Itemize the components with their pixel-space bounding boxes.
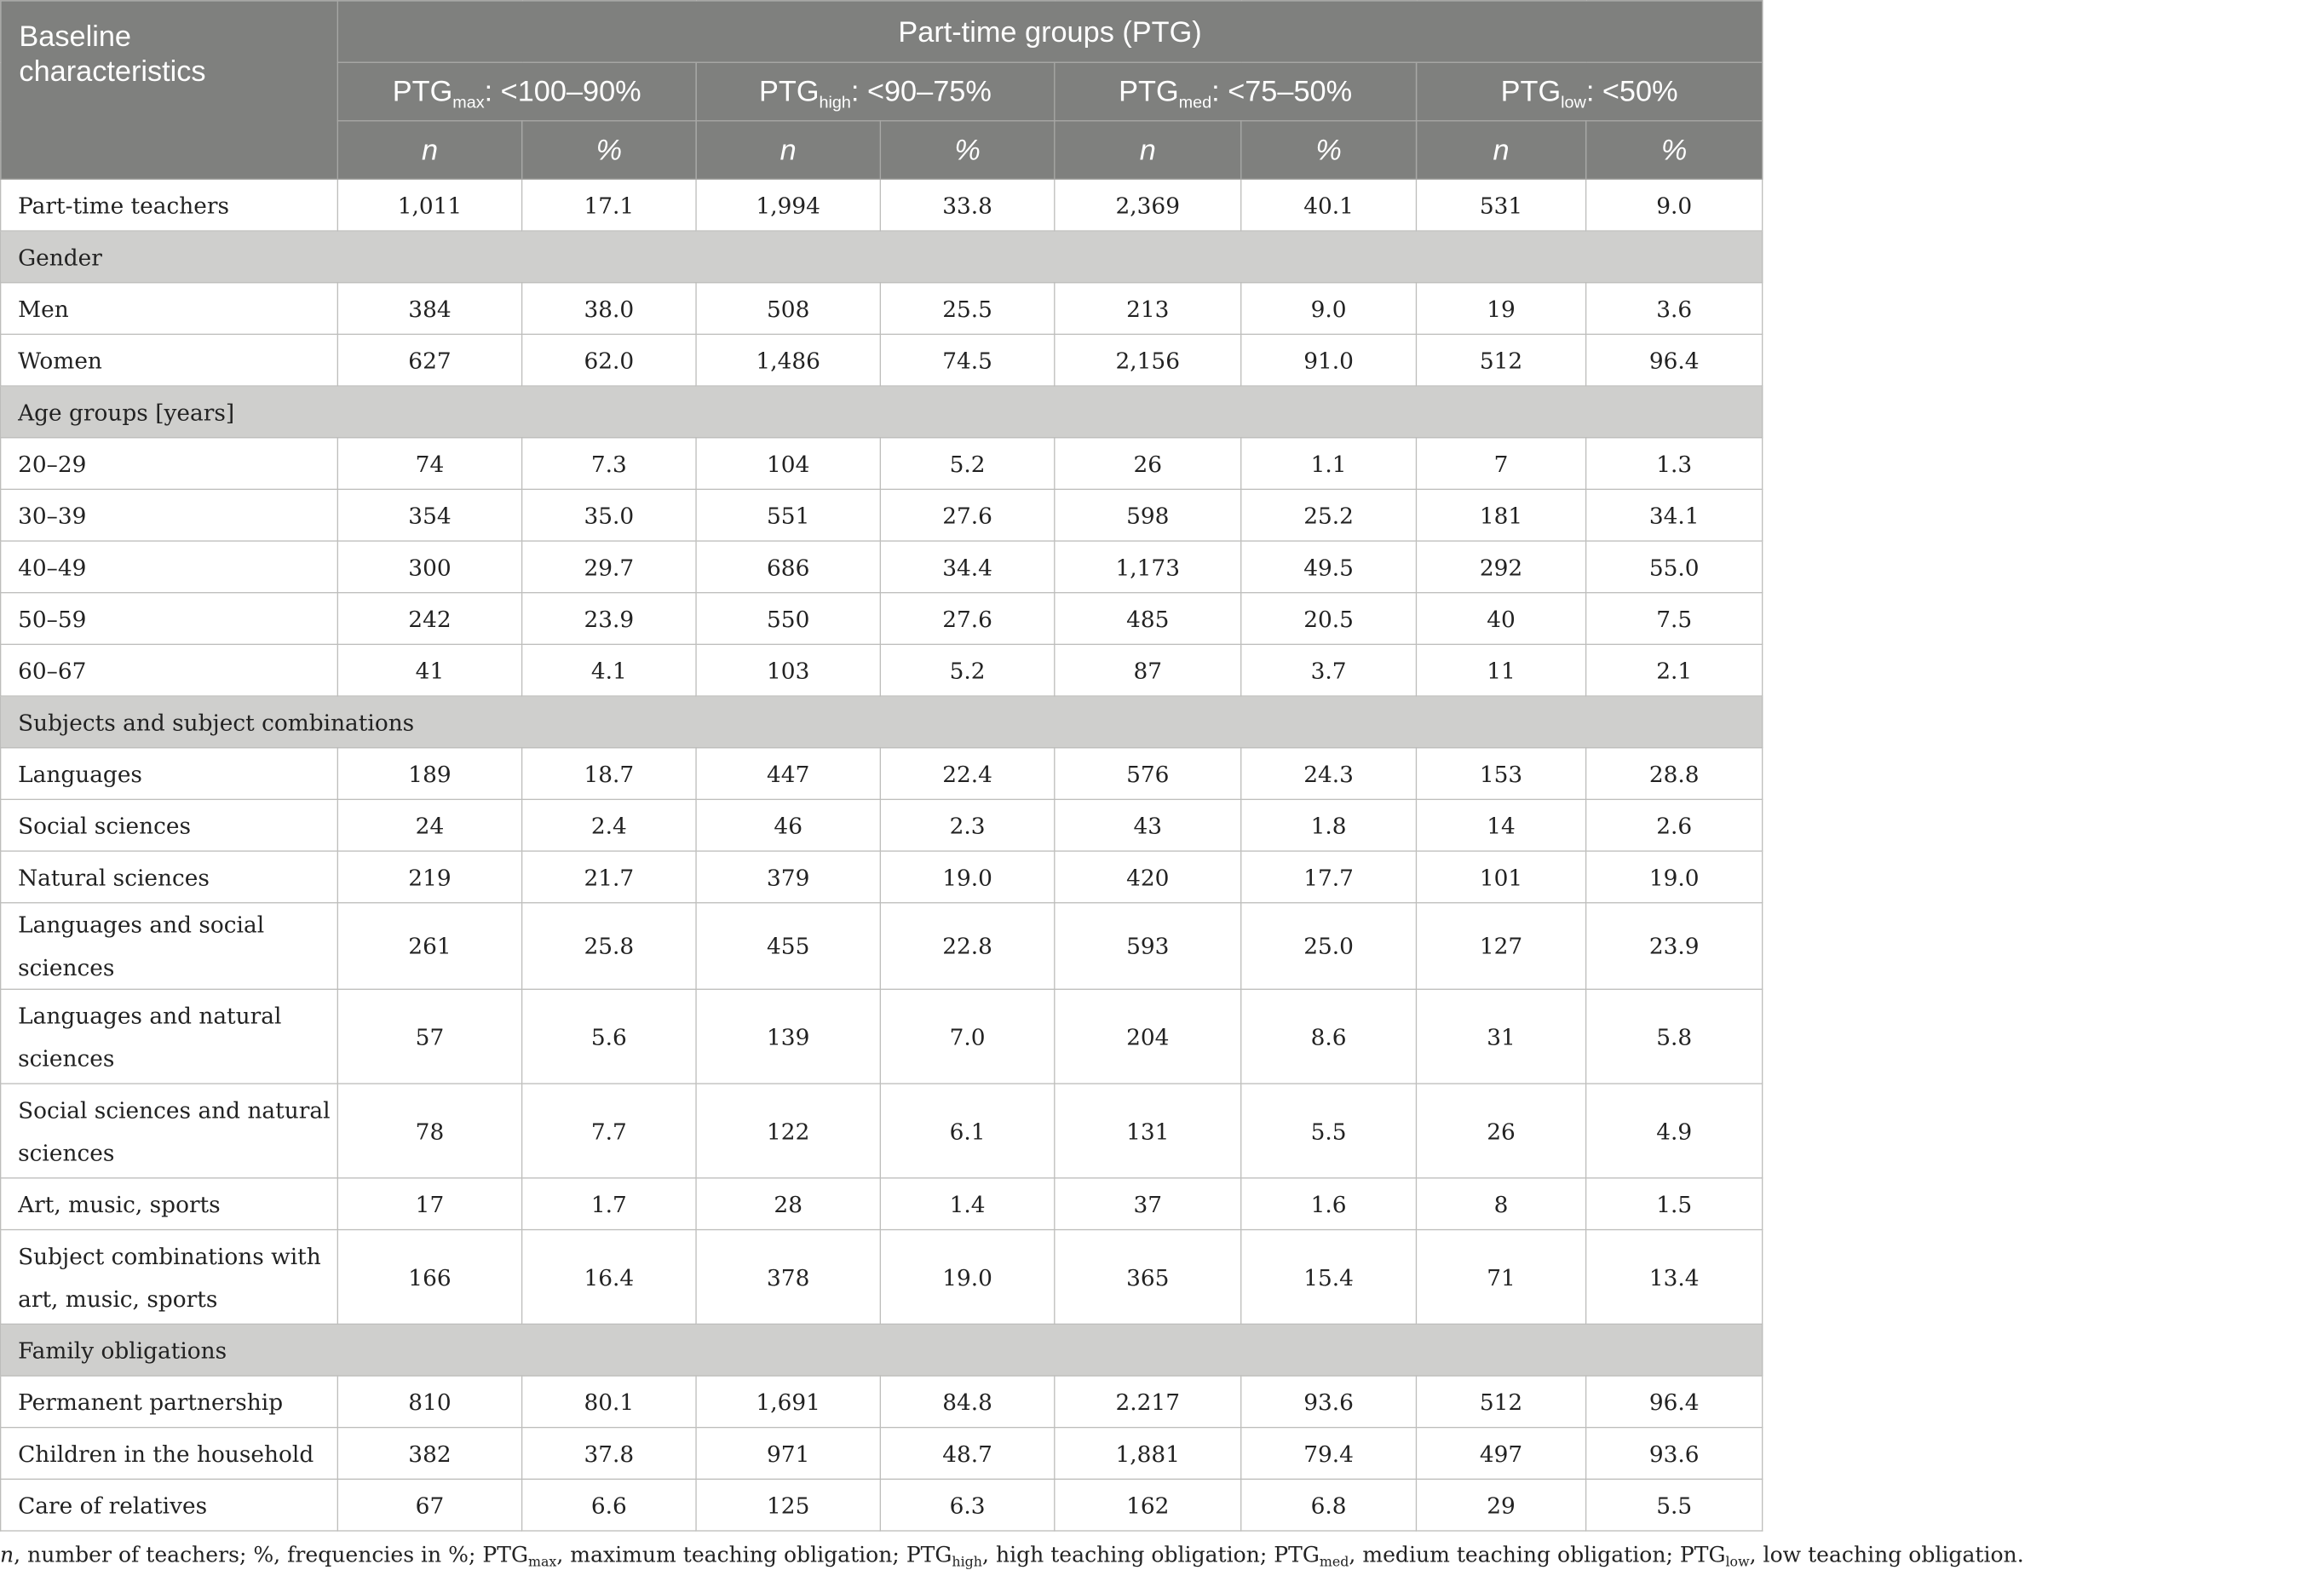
n-cell: 1,173 <box>1055 541 1241 593</box>
n-cell: 1,486 <box>696 334 880 386</box>
table-row <box>1 851 1763 903</box>
n-cell: 1,011 <box>337 179 521 231</box>
table-row <box>1 541 1763 593</box>
group-prefix: PTG <box>1500 74 1562 108</box>
n-cell: 810 <box>337 1376 521 1428</box>
n-cell: 292 <box>1416 541 1585 593</box>
footnote-n-symbol: n <box>0 1542 14 1567</box>
percent-cell: 13.4 <box>1586 1230 1763 1325</box>
table-row <box>1 438 1763 490</box>
n-cell: 2,369 <box>1055 179 1241 231</box>
percent-cell: 28.8 <box>1586 748 1763 800</box>
n-cell: 213 <box>1055 283 1241 335</box>
percent-cell: 4.9 <box>1586 1084 1763 1178</box>
n-cell: 17 <box>337 1178 521 1230</box>
row-label: 20–29 <box>1 438 338 490</box>
percent-cell: 96.4 <box>1586 1376 1763 1428</box>
n-header: n <box>337 121 521 180</box>
n-cell: 29 <box>1416 1479 1585 1531</box>
group-subscript: high <box>819 93 851 112</box>
percent-cell: 29.7 <box>522 541 696 593</box>
row-label: Children in the household <box>1 1428 338 1480</box>
percent-cell: 7.0 <box>880 989 1054 1084</box>
n-cell: 512 <box>1416 334 1585 386</box>
row-label: Women <box>1 334 338 386</box>
n-cell: 300 <box>337 541 521 593</box>
n-cell: 382 <box>337 1428 521 1480</box>
percent-cell: 5.5 <box>1241 1084 1417 1178</box>
n-cell: 219 <box>337 851 521 903</box>
n-header: n <box>1055 121 1241 180</box>
n-header: n <box>696 121 880 180</box>
percent-cell: 19.0 <box>1586 851 1763 903</box>
percent-cell: 37.8 <box>522 1428 696 1480</box>
percent-cell: 19.0 <box>880 851 1054 903</box>
n-cell: 1,994 <box>696 179 880 231</box>
n-cell: 2.217 <box>1055 1376 1241 1428</box>
n-cell: 104 <box>696 438 880 490</box>
percent-cell: 17.7 <box>1241 851 1417 903</box>
n-cell: 74 <box>337 438 521 490</box>
percent-cell: 1.6 <box>1241 1178 1417 1230</box>
footnote-subscript: low <box>1725 1554 1750 1570</box>
group-range: : <100–90% <box>484 74 641 108</box>
percent-cell: 74.5 <box>880 334 1054 386</box>
percent-cell: 1.5 <box>1586 1178 1763 1230</box>
group-range: : <50% <box>1585 74 1678 108</box>
n-cell: 125 <box>696 1479 880 1531</box>
footnote-prefix: PTG <box>1679 1542 1726 1567</box>
percent-cell: 49.5 <box>1241 541 1417 593</box>
percent-cell: 93.6 <box>1241 1376 1417 1428</box>
n-cell: 512 <box>1416 1376 1585 1428</box>
group-prefix: PTG <box>1119 74 1179 108</box>
footnote-desc: , low teaching obligation. <box>1749 1542 2024 1567</box>
footnote-subscript: max <box>527 1554 557 1570</box>
row-label: Languages and social sciences <box>1 903 338 990</box>
table-row <box>1 799 1763 851</box>
n-cell: 31 <box>1416 989 1585 1084</box>
group-header-max <box>337 62 696 121</box>
row-label: Languages and natural sciences <box>1 989 338 1084</box>
section-row <box>1 696 1763 748</box>
row-label: 40–49 <box>1 541 338 593</box>
section-row <box>1 386 1763 438</box>
group-subscript: low <box>1561 93 1586 112</box>
table-row <box>1 179 1763 231</box>
percent-cell: 5.8 <box>1586 989 1763 1084</box>
n-cell: 14 <box>1416 799 1585 851</box>
n-cell: 531 <box>1416 179 1585 231</box>
table-row <box>1 1479 1763 1531</box>
percent-cell: 5.2 <box>880 438 1054 490</box>
percent-cell: 48.7 <box>880 1428 1054 1480</box>
percent-cell: 15.4 <box>1241 1230 1417 1325</box>
percent-cell: 9.0 <box>1586 179 1763 231</box>
n-cell: 242 <box>337 593 521 645</box>
n-cell: 101 <box>1416 851 1585 903</box>
percent-cell: 18.7 <box>522 748 696 800</box>
table-row <box>1 748 1763 800</box>
percent-cell: 1.8 <box>1241 799 1417 851</box>
table-row <box>1 1376 1763 1428</box>
row-label: Men <box>1 283 338 335</box>
n-cell: 455 <box>696 903 880 990</box>
table-row <box>1 334 1763 386</box>
row-label: Part-time teachers <box>1 179 338 231</box>
percent-cell: 1.4 <box>880 1178 1054 1230</box>
percent-cell: 33.8 <box>880 179 1054 231</box>
percent-cell: 6.1 <box>880 1084 1054 1178</box>
table-header <box>1 1 1763 180</box>
n-cell: 37 <box>1055 1178 1241 1230</box>
section-row <box>1 231 1763 283</box>
n-cell: 204 <box>1055 989 1241 1084</box>
n-cell: 19 <box>1416 283 1585 335</box>
percent-cell: 25.5 <box>880 283 1054 335</box>
n-cell: 11 <box>1416 644 1585 696</box>
percent-cell: 6.8 <box>1241 1479 1417 1531</box>
n-cell: 41 <box>337 644 521 696</box>
n-cell: 378 <box>696 1230 880 1325</box>
percent-cell: 3.6 <box>1586 283 1763 335</box>
percent-cell: 96.4 <box>1586 334 1763 386</box>
n-cell: 131 <box>1055 1084 1241 1178</box>
n-cell: 550 <box>696 593 880 645</box>
footnote-prefix: PTG <box>482 1542 528 1567</box>
percent-cell: 27.6 <box>880 593 1054 645</box>
n-cell: 379 <box>696 851 880 903</box>
table-row <box>1 989 1763 1084</box>
n-cell: 24 <box>337 799 521 851</box>
row-label: Social sciences and natural sciences <box>1 1084 338 1178</box>
percent-cell: 34.1 <box>1586 489 1763 541</box>
corner-header: Baseline characteristics <box>1 1 338 180</box>
percent-cell: 25.8 <box>522 903 696 990</box>
table-row <box>1 903 1763 990</box>
n-cell: 122 <box>696 1084 880 1178</box>
n-cell: 576 <box>1055 748 1241 800</box>
row-label: Natural sciences <box>1 851 338 903</box>
n-cell: 153 <box>1416 748 1585 800</box>
row-label: Subject combinations with art, music, sports <box>1 1230 338 1325</box>
percent-header: % <box>522 121 696 180</box>
n-cell: 162 <box>1055 1479 1241 1531</box>
n-cell: 485 <box>1055 593 1241 645</box>
group-header-low <box>1416 62 1762 121</box>
n-cell: 166 <box>337 1230 521 1325</box>
percent-cell: 62.0 <box>522 334 696 386</box>
n-cell: 354 <box>337 489 521 541</box>
table-row <box>1 1178 1763 1230</box>
table-row <box>1 283 1763 335</box>
percent-cell: 3.7 <box>1241 644 1417 696</box>
percent-cell: 7.3 <box>522 438 696 490</box>
percent-cell: 2.1 <box>1586 644 1763 696</box>
percent-cell: 7.5 <box>1586 593 1763 645</box>
n-cell: 1,881 <box>1055 1428 1241 1480</box>
section-label: Family obligations <box>1 1324 1763 1376</box>
row-label: Languages <box>1 748 338 800</box>
percent-cell: 7.7 <box>522 1084 696 1178</box>
n-cell: 127 <box>1416 903 1585 990</box>
footnote-desc: , high teaching obligation; <box>982 1542 1274 1567</box>
footnote-n-desc: , number of teachers; %, frequencies in %; <box>14 1542 483 1567</box>
footnote-subscript: high <box>952 1554 983 1570</box>
section-label: Age groups [years] <box>1 386 1763 438</box>
n-cell: 28 <box>696 1178 880 1230</box>
percent-cell: 27.6 <box>880 489 1054 541</box>
footnote-subscript: med <box>1319 1554 1349 1570</box>
n-cell: 8 <box>1416 1178 1585 1230</box>
percent-cell: 25.2 <box>1241 489 1417 541</box>
row-label: Social sciences <box>1 799 338 851</box>
n-cell: 181 <box>1416 489 1585 541</box>
table-row <box>1 644 1763 696</box>
n-cell: 46 <box>696 799 880 851</box>
table-row <box>1 489 1763 541</box>
n-cell: 71 <box>1416 1230 1585 1325</box>
percent-cell: 2.4 <box>522 799 696 851</box>
group-prefix: PTG <box>758 74 820 108</box>
n-cell: 627 <box>337 334 521 386</box>
group-header-med <box>1055 62 1417 121</box>
group-range: : <75–50% <box>1211 74 1353 108</box>
table-footnote <box>0 1532 2323 1570</box>
group-prefix: PTG <box>392 74 453 108</box>
n-cell: 87 <box>1055 644 1241 696</box>
percent-cell: 17.1 <box>522 179 696 231</box>
section-row <box>1 1324 1763 1376</box>
percent-cell: 84.8 <box>880 1376 1054 1428</box>
percent-cell: 38.0 <box>522 283 696 335</box>
main-group-header: Part-time groups (PTG) <box>337 1 1762 63</box>
group-range: : <90–75% <box>850 74 992 108</box>
n-cell: 189 <box>337 748 521 800</box>
percent-cell: 23.9 <box>522 593 696 645</box>
row-label: Art, music, sports <box>1 1178 338 1230</box>
row-label: 50–59 <box>1 593 338 645</box>
n-cell: 508 <box>696 283 880 335</box>
percent-cell: 19.0 <box>880 1230 1054 1325</box>
n-cell: 420 <box>1055 851 1241 903</box>
percent-cell: 8.6 <box>1241 989 1417 1084</box>
percent-cell: 91.0 <box>1241 334 1417 386</box>
percent-cell: 2.6 <box>1586 799 1763 851</box>
percent-cell: 24.3 <box>1241 748 1417 800</box>
percent-cell: 40.1 <box>1241 179 1417 231</box>
n-cell: 686 <box>696 541 880 593</box>
footnote-desc: , maximum teaching obligation; <box>556 1542 906 1567</box>
footnote-prefix: PTG <box>906 1542 952 1567</box>
n-cell: 26 <box>1055 438 1241 490</box>
row-label: 30–39 <box>1 489 338 541</box>
percent-cell: 6.6 <box>522 1479 696 1531</box>
percent-header: % <box>880 121 1054 180</box>
percent-cell: 22.8 <box>880 903 1054 990</box>
group-header-high <box>696 62 1055 121</box>
n-cell: 67 <box>337 1479 521 1531</box>
percent-cell: 5.6 <box>522 989 696 1084</box>
n-cell: 139 <box>696 989 880 1084</box>
n-cell: 365 <box>1055 1230 1241 1325</box>
percent-cell: 93.6 <box>1586 1428 1763 1480</box>
percent-cell: 34.4 <box>880 541 1054 593</box>
row-label: Permanent partnership <box>1 1376 338 1428</box>
n-cell: 971 <box>696 1428 880 1480</box>
n-cell: 261 <box>337 903 521 990</box>
percent-cell: 4.1 <box>522 644 696 696</box>
percent-cell: 22.4 <box>880 748 1054 800</box>
percent-cell: 25.0 <box>1241 903 1417 990</box>
table-row <box>1 1428 1763 1480</box>
percent-header: % <box>1241 121 1417 180</box>
table-body <box>1 179 1763 1531</box>
group-subscript: max <box>452 93 485 112</box>
percent-cell: 5.2 <box>880 644 1054 696</box>
n-header: n <box>1416 121 1585 180</box>
percent-cell: 21.7 <box>522 851 696 903</box>
percent-cell: 55.0 <box>1586 541 1763 593</box>
percent-cell: 9.0 <box>1241 283 1417 335</box>
percent-cell: 1.7 <box>522 1178 696 1230</box>
n-cell: 497 <box>1416 1428 1585 1480</box>
percent-cell: 2.3 <box>880 799 1054 851</box>
n-cell: 593 <box>1055 903 1241 990</box>
percent-cell: 6.3 <box>880 1479 1054 1531</box>
n-cell: 1,691 <box>696 1376 880 1428</box>
n-cell: 2,156 <box>1055 334 1241 386</box>
group-subscript: med <box>1178 93 1212 112</box>
n-cell: 43 <box>1055 799 1241 851</box>
footnote-desc: , medium teaching obligation; <box>1349 1542 1680 1567</box>
n-cell: 78 <box>337 1084 521 1178</box>
n-cell: 26 <box>1416 1084 1585 1178</box>
table-row <box>1 593 1763 645</box>
footnote-prefix: PTG <box>1274 1542 1320 1567</box>
percent-cell: 20.5 <box>1241 593 1417 645</box>
percent-cell: 35.0 <box>522 489 696 541</box>
n-cell: 447 <box>696 748 880 800</box>
n-cell: 384 <box>337 283 521 335</box>
row-label: 60–67 <box>1 644 338 696</box>
percent-cell: 1.3 <box>1586 438 1763 490</box>
percent-cell: 1.1 <box>1241 438 1417 490</box>
percent-cell: 16.4 <box>522 1230 696 1325</box>
table-row <box>1 1084 1763 1178</box>
n-cell: 103 <box>696 644 880 696</box>
n-cell: 551 <box>696 489 880 541</box>
percent-cell: 79.4 <box>1241 1428 1417 1480</box>
percent-cell: 23.9 <box>1586 903 1763 990</box>
row-label: Care of relatives <box>1 1479 338 1531</box>
n-cell: 598 <box>1055 489 1241 541</box>
percent-header: % <box>1586 121 1763 180</box>
percent-cell: 80.1 <box>522 1376 696 1428</box>
section-label: Gender <box>1 231 1763 283</box>
n-cell: 7 <box>1416 438 1585 490</box>
n-cell: 57 <box>337 989 521 1084</box>
percent-cell: 5.5 <box>1586 1479 1763 1531</box>
section-label: Subjects and subject combinations <box>1 696 1763 748</box>
table-row <box>1 1230 1763 1325</box>
n-cell: 40 <box>1416 593 1585 645</box>
